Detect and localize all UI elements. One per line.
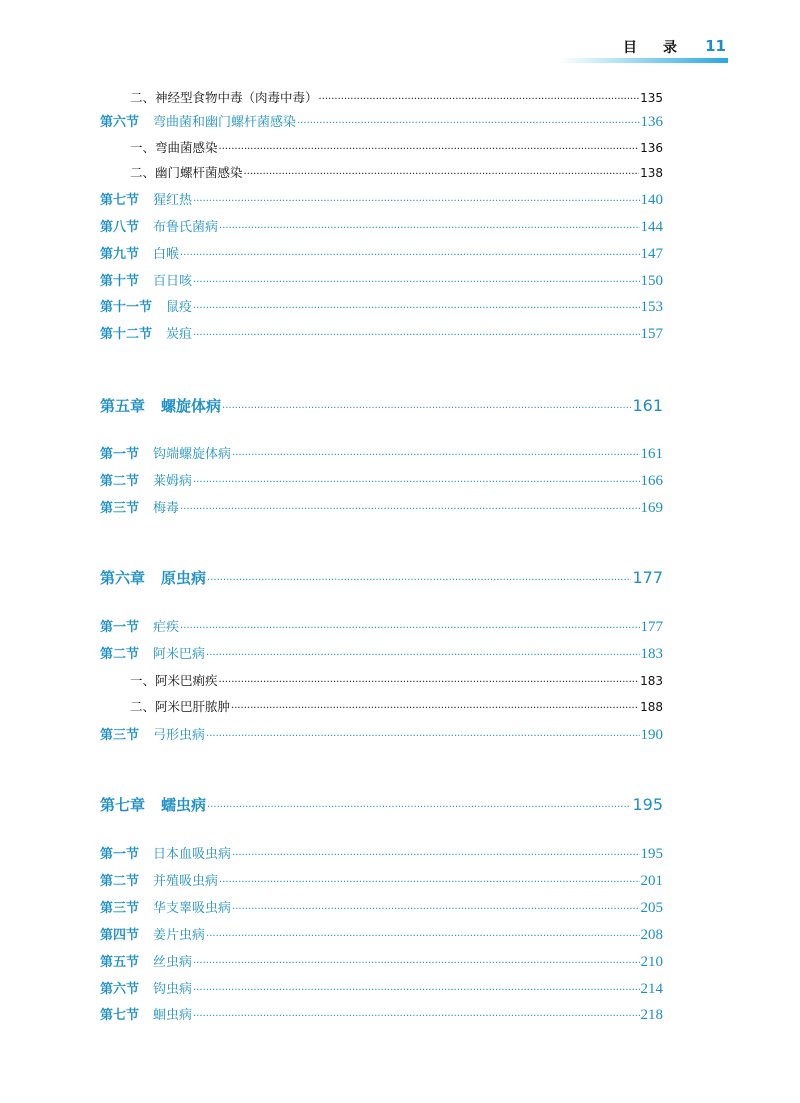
toc-subsection-entry[interactable] <box>130 671 663 689</box>
toc-subsection-entry[interactable] <box>130 697 663 715</box>
page-header <box>560 34 728 66</box>
dot-leader <box>207 575 631 586</box>
dot-leader <box>180 504 639 515</box>
toc-entry-title: 一、弯曲菌感染 <box>130 140 218 155</box>
dot-leader <box>206 931 639 942</box>
toc-entry-title: 弓形虫病 <box>153 728 206 743</box>
toc-section-entry[interactable] <box>100 897 663 917</box>
toc-chapter-entry[interactable] <box>100 395 663 416</box>
toc-entry-page: 140 <box>640 192 663 208</box>
toc-entry-title: 疟疾 <box>153 620 180 635</box>
toc-entry-number: 第五章 <box>100 397 146 415</box>
toc-section-entry[interactable] <box>100 189 663 209</box>
toc-section-entry[interactable] <box>100 616 663 636</box>
toc-section-entry[interactable] <box>100 643 663 663</box>
toc-section-entry[interactable] <box>100 443 663 463</box>
toc-entry-title: 并殖吸虫病 <box>153 874 219 889</box>
dot-leader <box>193 1011 639 1022</box>
toc-entry-page: 135 <box>640 91 663 105</box>
toc-entry-page: 208 <box>640 927 663 943</box>
toc-section-entry[interactable] <box>100 870 663 890</box>
dot-leader <box>219 677 640 688</box>
toc-entry-number: 第七节 <box>100 193 140 208</box>
toc-entry-page: 188 <box>640 700 663 714</box>
dot-leader <box>232 850 639 861</box>
toc-entry-page: 169 <box>640 500 663 516</box>
toc-entry-title: 梅毒 <box>153 501 180 516</box>
dot-leader <box>193 196 639 207</box>
toc-section-entry[interactable] <box>100 1004 663 1024</box>
toc-chapter-entry[interactable] <box>100 567 663 588</box>
dot-leader <box>206 731 639 742</box>
toc-entry-title: 猩红热 <box>153 193 193 208</box>
toc-entry-title: 钩虫病 <box>153 982 193 997</box>
toc-entry-number: 第十二节 <box>100 327 153 342</box>
toc-subsection-entry[interactable] <box>130 138 663 156</box>
toc-section-entry[interactable] <box>100 951 663 971</box>
toc-entry-title: 蛔虫病 <box>153 1008 193 1023</box>
toc-section-entry[interactable] <box>100 243 663 263</box>
toc-entry-number: 第六节 <box>100 115 140 130</box>
toc-entry-number: 第十节 <box>100 274 140 289</box>
toc-entry-page: 150 <box>640 273 663 289</box>
toc-entry-number: 第九节 <box>100 247 140 262</box>
toc-entry-page: 153 <box>640 299 663 315</box>
toc-entry-title: 鼠疫 <box>166 300 193 315</box>
toc-entry-title: 百日咳 <box>153 274 193 289</box>
toc-chapter-entry[interactable] <box>100 794 663 815</box>
toc-subsection-entry[interactable] <box>130 163 663 181</box>
toc-entry-page: 183 <box>640 674 663 688</box>
toc-entry-page: 195 <box>632 795 663 814</box>
toc-entry-number: 第十一节 <box>100 300 153 315</box>
toc-section-entry[interactable] <box>100 470 663 490</box>
dot-leader <box>297 118 639 129</box>
toc-entry-number: 第二节 <box>100 647 140 662</box>
toc-entry-page: 161 <box>640 446 663 462</box>
toc-entry-title: 二、幽门螺杆菌感染 <box>130 165 243 180</box>
toc-entry-number: 第一节 <box>100 447 140 462</box>
toc-section-entry[interactable] <box>100 843 663 863</box>
toc-entry-title: 丝虫病 <box>153 955 193 970</box>
toc-entry-page: 201 <box>640 873 663 889</box>
toc-entry-number: 第三节 <box>100 728 140 743</box>
dot-leader <box>193 985 639 996</box>
toc-entry-number: 第二节 <box>100 474 140 489</box>
toc-entry-title: 布鲁氏菌病 <box>153 220 219 235</box>
dot-leader <box>193 477 639 488</box>
toc-entry-number: 第八节 <box>100 220 140 235</box>
toc-entry-number: 第三节 <box>100 901 140 916</box>
toc-entry-number: 第四节 <box>100 928 140 943</box>
toc-entry-title: 华支睾吸虫病 <box>153 901 232 916</box>
header-page-number: 11 <box>705 37 726 55</box>
dot-leader <box>232 904 639 915</box>
toc-entry-page: 210 <box>640 954 663 970</box>
toc-entry-title: 弯曲菌和幽门螺杆菌感染 <box>153 115 297 130</box>
dot-leader <box>180 250 639 261</box>
toc-entry-page: 195 <box>640 846 663 862</box>
toc-entry-page: 183 <box>640 646 663 662</box>
toc-entry-title: 一、阿米巴痢疾 <box>130 673 218 688</box>
toc-section-entry[interactable] <box>100 270 663 290</box>
toc-entry-page: 177 <box>640 619 663 635</box>
toc-section-entry[interactable] <box>100 497 663 517</box>
toc-section-entry[interactable] <box>100 216 663 236</box>
toc-section-entry[interactable] <box>100 978 663 998</box>
toc-entry-page: 190 <box>640 727 663 743</box>
toc-entry-number: 第七节 <box>100 1008 140 1023</box>
toc-entry-title: 日本血吸虫病 <box>153 847 232 862</box>
toc-entry-title: 螺旋体病 <box>161 397 222 415</box>
dot-leader <box>193 277 639 288</box>
toc-entry-number: 第一节 <box>100 620 140 635</box>
toc-entry-page: 138 <box>640 166 663 180</box>
dot-leader <box>244 169 640 180</box>
toc-entry-number: 第五节 <box>100 955 140 970</box>
dot-leader <box>193 330 639 341</box>
toc-entry-page: 144 <box>640 219 663 235</box>
toc-section-entry[interactable] <box>100 111 663 131</box>
toc-entry-number: 第三节 <box>100 501 140 516</box>
toc-entry-page: 147 <box>640 246 663 262</box>
dot-leader <box>193 958 639 969</box>
toc-entry-title: 姜片虫病 <box>153 928 206 943</box>
dot-leader <box>219 223 639 234</box>
dot-leader <box>206 650 639 661</box>
toc-entry-title: 蠕虫病 <box>161 796 207 814</box>
toc-entry-page: 214 <box>640 981 663 997</box>
toc-section-entry[interactable] <box>100 724 663 744</box>
dot-leader <box>219 144 640 155</box>
toc-section-entry[interactable] <box>100 323 663 343</box>
toc-section-entry[interactable] <box>100 296 663 316</box>
toc-entry-title: 原虫病 <box>161 569 207 587</box>
header-title: 目录 <box>623 40 703 56</box>
toc-entry-page: 177 <box>632 568 663 587</box>
toc-entry-page: 161 <box>632 396 663 415</box>
toc-section-entry[interactable] <box>100 924 663 944</box>
dot-leader <box>222 403 631 414</box>
toc-entry-number: 第一节 <box>100 847 140 862</box>
toc-entry-title: 炭疽 <box>166 327 193 342</box>
toc-entry-number: 第二节 <box>100 874 140 889</box>
toc-entry-page: 136 <box>640 114 663 130</box>
dot-leader <box>231 703 639 714</box>
toc-entry-page: 157 <box>640 326 663 342</box>
toc-entry-title: 莱姆病 <box>153 474 193 489</box>
toc-entry-title: 白喉 <box>153 247 180 262</box>
toc-entry-title: 二、神经型食物中毒（肉毒中毒） <box>130 90 318 105</box>
dot-leader <box>180 623 639 634</box>
toc-entry-page: 218 <box>640 1007 663 1023</box>
toc-entry-number: 第七章 <box>100 796 146 814</box>
dot-leader <box>232 450 639 461</box>
toc-entry-title: 钩端螺旋体病 <box>153 447 232 462</box>
toc-subsection-entry[interactable] <box>130 88 663 106</box>
dot-leader <box>193 303 639 314</box>
header-accent-bar <box>560 58 728 63</box>
toc-entry-page: 136 <box>640 141 663 155</box>
toc-entry-title: 阿米巴病 <box>153 647 206 662</box>
dot-leader <box>207 802 631 813</box>
toc-entry-title: 二、阿米巴肝脓肿 <box>130 699 231 714</box>
toc-entry-number: 第六节 <box>100 982 140 997</box>
dot-leader <box>319 94 640 105</box>
dot-leader <box>219 877 639 888</box>
toc-entry-page: 166 <box>640 473 663 489</box>
toc-entry-number: 第六章 <box>100 569 146 587</box>
toc-entry-page: 205 <box>640 900 663 916</box>
